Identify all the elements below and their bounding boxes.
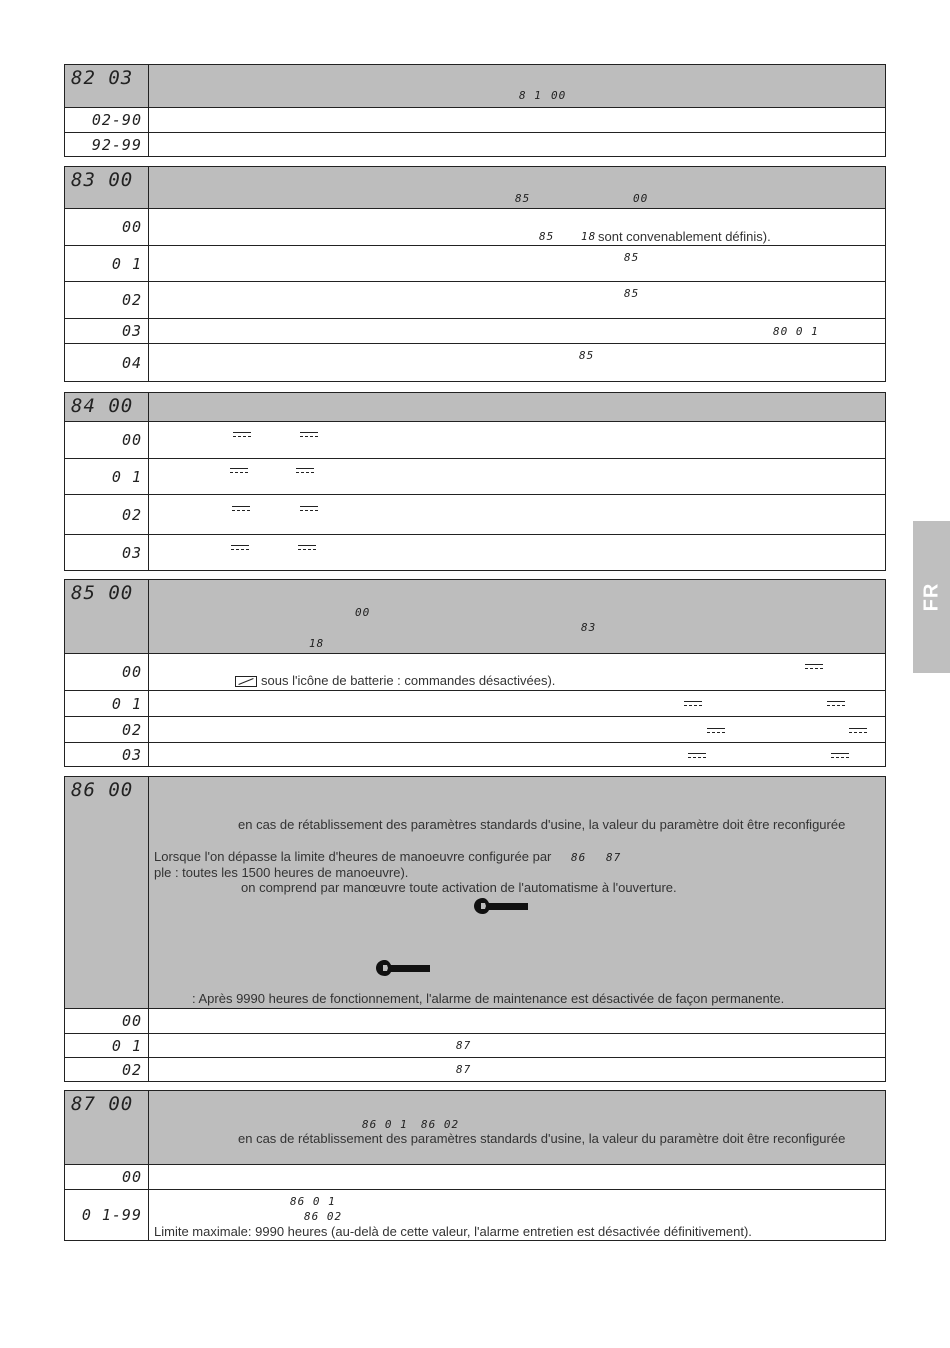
display-value: 18 [309,637,325,650]
display-value: 00 [551,89,567,102]
option-code: 02 [121,1060,142,1079]
option-code: 03 [121,322,142,340]
dc-symbol-icon [684,700,702,707]
param-code: 86 00 [71,779,134,801]
option-description [149,535,885,570]
option-code-cell [65,246,149,281]
param-option-row [65,245,885,281]
option-code: 0 1-99 [81,1206,142,1224]
option-code-cell [65,1058,149,1081]
description-text: Lorsque l'on dépasse la limite d'heures de manoeuvre configurée par [154,849,552,864]
option-code: 0 1 [111,1036,142,1055]
dc-symbol-icon [827,700,845,707]
param-description [149,777,885,1008]
option-description [149,209,885,245]
param-header-86 [65,777,885,1008]
display-value: 86 02 [421,1118,460,1131]
option-code-cell [65,717,149,742]
param-option-row [65,742,885,766]
option-description [149,344,885,381]
param-option-row [65,281,885,318]
dc-symbol-icon [300,505,318,512]
param-option-row [65,1164,885,1189]
option-code: 02-90 [91,111,142,129]
option-code: 00 [121,431,142,449]
param-code-cell [65,65,149,107]
option-code-cell [65,319,149,343]
param-description [149,65,885,107]
option-description [149,108,885,132]
option-code: 00 [121,663,142,681]
dc-symbol-icon [805,663,823,670]
param-description [149,580,885,653]
note-text: : Après 9990 heures de fonctionnement, l'alarme de maintenance est désactivée de façon permanente. [192,991,785,1006]
param-code-cell [65,393,149,421]
param-option-row [65,534,885,570]
option-code: 04 [121,353,142,372]
option-code: 0 1 [111,254,142,273]
description-text: ple : toutes les 1500 heures de manoeuvre). [154,865,409,880]
dc-symbol-icon [298,544,316,551]
display-value: 86 02 [304,1210,343,1223]
param-header-87 [65,1091,885,1164]
option-code-cell [65,1034,149,1057]
param-header-84 [65,393,885,421]
display-value: 8 1 [519,89,542,102]
param-option-row [65,653,885,690]
dc-symbol-icon [300,431,318,438]
param-option-row [65,1057,885,1081]
option-description [149,459,885,494]
param-table-87 [64,1090,886,1241]
param-header-85 [65,580,885,653]
dc-symbol-icon [232,505,250,512]
param-code-cell [65,777,149,1008]
param-option-row [65,458,885,494]
param-description [149,393,885,421]
param-option-row [65,1008,885,1033]
param-code: 85 00 [71,582,134,604]
dc-symbol-icon [831,752,849,759]
option-description [149,717,885,742]
display-value: 87 [456,1063,472,1076]
option-description [149,319,885,343]
option-description [149,246,885,281]
param-option-row [65,690,885,716]
option-code-cell [65,108,149,132]
option-code-cell [65,535,149,570]
warning-text: en cas de rétablissement des paramètres standards d'usine, la valeur du paramètre doit être reconfigurée [238,1131,846,1146]
option-text: Limite maximale: 9990 heures (au-delà de cette valeur, l'alarme entretien est désactivée définitivement). [154,1224,752,1239]
option-description [149,1165,885,1189]
display-value: 80 0 1 [773,325,819,338]
param-option-row [65,343,885,381]
param-table-86 [64,776,886,1082]
dc-symbol-icon [296,467,314,474]
display-value: 86 0 1 [290,1195,336,1208]
battery-note: sous l'icône de batterie : commandes désactivées). [261,673,556,688]
option-code: 02 [121,720,142,739]
display-value: 86 [571,851,587,864]
dc-symbol-icon [688,752,706,759]
option-code-cell [65,344,149,381]
option-code-cell [65,654,149,690]
option-code: 92-99 [91,135,142,154]
param-code: 82 03 [71,67,134,89]
param-option-row [65,1033,885,1057]
option-description [149,1009,885,1033]
note-text: on comprend par manœuvre toute activation de l'automatisme à l'ouverture. [241,880,677,895]
option-code: 00 [121,1012,142,1030]
option-text: sont convenablement définis). [598,229,771,244]
language-tab-label: FR [920,582,942,612]
param-code-cell [65,1091,149,1164]
param-description [149,1091,885,1164]
option-code: 0 1 [111,467,142,486]
option-code: 00 [121,218,142,236]
option-code-cell [65,282,149,318]
param-option-row [65,107,885,132]
dc-symbol-icon [707,727,725,734]
param-code-cell [65,167,149,208]
param-option-row [65,716,885,742]
param-code: 84 00 [71,395,134,417]
dc-symbol-icon [849,727,867,734]
param-description [149,167,885,208]
option-code-cell [65,133,149,156]
option-code-cell [65,1190,149,1240]
option-code-cell [65,459,149,494]
option-description [149,282,885,318]
param-header-82 [65,65,885,107]
display-value: 86 0 1 [362,1118,408,1131]
option-text [235,673,555,688]
dc-symbol-icon [231,544,249,551]
param-code-cell [65,580,149,653]
option-description [149,743,885,766]
wrench-icon [473,896,529,916]
display-value: 00 [633,192,649,205]
option-code: 02 [121,505,142,524]
param-option-row [65,208,885,245]
dc-symbol-icon [230,467,248,474]
dc-symbol-icon [233,431,251,438]
display-value: 83 [581,621,597,634]
param-code: 87 00 [71,1093,134,1115]
option-description [149,1190,885,1240]
option-code-cell [65,209,149,245]
param-header-83 [65,167,885,208]
param-table-84 [64,392,886,571]
battery-icon [235,676,257,687]
option-description [149,495,885,534]
option-description [149,691,885,716]
display-value: 87 [456,1039,472,1052]
display-value: 85 [515,192,531,205]
param-option-row [65,421,885,458]
option-code: 00 [121,1168,142,1186]
param-option-row [65,132,885,156]
warning-text: en cas de rétablissement des paramètres standards d'usine, la valeur du paramètre doit être reconfigurée [238,817,846,832]
option-description [149,133,885,156]
option-code: 03 [121,745,142,764]
display-value: 00 [355,606,371,619]
option-code: 03 [121,543,142,562]
display-value: 87 [606,851,622,864]
wrench-icon [375,958,431,978]
option-code: 02 [121,291,142,309]
option-description [149,654,885,690]
language-tab [913,521,950,673]
param-code: 83 00 [71,169,134,191]
display-value: 18 [581,230,597,243]
option-code-cell [65,691,149,716]
param-table-82 [64,64,886,157]
option-description [149,422,885,458]
option-description [149,1058,885,1081]
option-code-cell [65,422,149,458]
option-code-cell [65,1009,149,1033]
display-value: 85 [539,230,555,243]
option-code-cell [65,743,149,766]
option-code-cell [65,495,149,534]
param-option-row [65,494,885,534]
display-value: 85 [624,251,640,264]
display-value: 85 [579,349,595,362]
option-code: 0 1 [111,694,142,713]
param-table-83 [64,166,886,382]
param-option-row [65,1189,885,1240]
display-value: 85 [624,287,640,300]
param-option-row [65,318,885,343]
param-table-85 [64,579,886,767]
option-description [149,1034,885,1057]
option-code-cell [65,1165,149,1189]
